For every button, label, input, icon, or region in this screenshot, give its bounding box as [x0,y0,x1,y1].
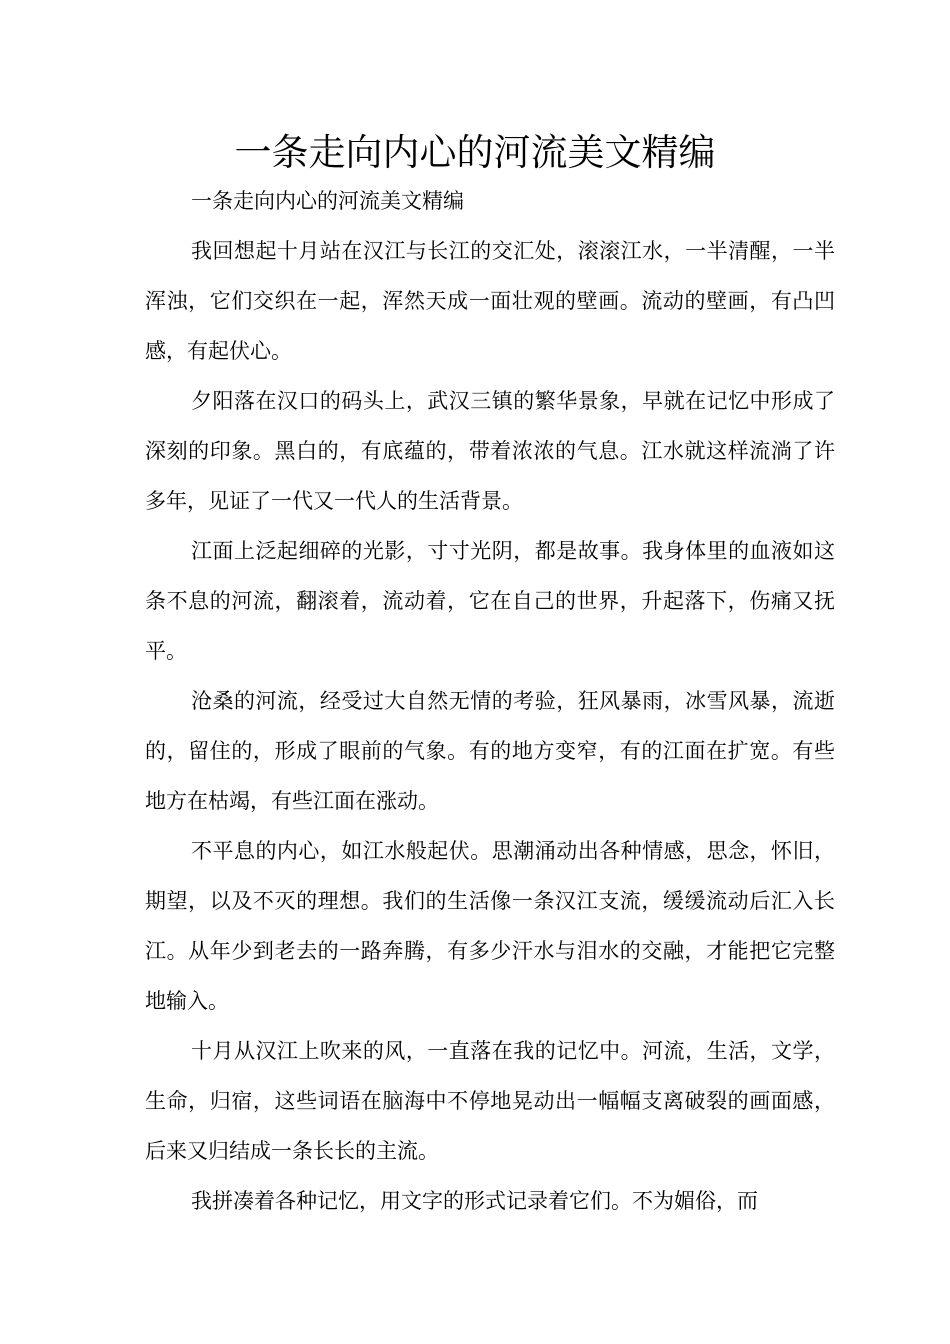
paragraph: 沧桑的河流，经受过大自然无情的考验，狂风暴雨，冰雪风暴，流逝的，留住的，形成了眼前的气象。有的地方变窄，有的江面在扩宽。有些地方在枯竭，有些江面在涨动。 [145,689,835,813]
paragraph-subtitle: 一条走向内心的河流美文精编 [191,189,464,213]
paragraph: 江面上泛起细碎的光影，寸寸光阴，都是故事。我身体里的血液如这条不息的河流，翻滚着，流动着，它在自己的世界，升起落下，伤痛又抚平。 [145,539,835,663]
document-body [145,176,835,1226]
paragraph: 不平息的内心，如江水般起伏。思潮涌动出各种情感，思念，怀旧，期望，以及不灭的理想。我们的生活像一条汉江支流，缓缓流动后汇入长江。从年少到老去的一路奔腾，有多少汗水与泪水的交融，才能把它完整地输入。 [145,839,835,1013]
paragraph: 夕阳落在汉口的码头上，武汉三镇的繁华景象，早就在记忆中形成了深刻的印象。黑白的，有底蕴的，带着浓浓的气息。江水就这样流淌了许多年，见证了一代又一代人的生活背景。 [145,389,835,513]
paragraph: 十月从汉江上吹来的风，一直落在我的记忆中。河流，生活，文学，生命，归宿，这些词语在脑海中不停地晃动出一幅幅支离破裂的画面感，后来又归结成一条长长的主流。 [145,1039,835,1163]
paragraph: 我回想起十月站在汉江与长江的交汇处，滚滚江水，一半清醒，一半浑浊，它们交织在一起，浑然天成一面壮观的壁画。流动的壁画，有凸凹感，有起伏心。 [145,239,835,363]
paragraph: 我拼凑着各种记忆，用文字的形式记录着它们。不为媚俗，而 [191,1189,758,1213]
document-title: 一条走向内心的河流美文精编 [234,131,716,174]
